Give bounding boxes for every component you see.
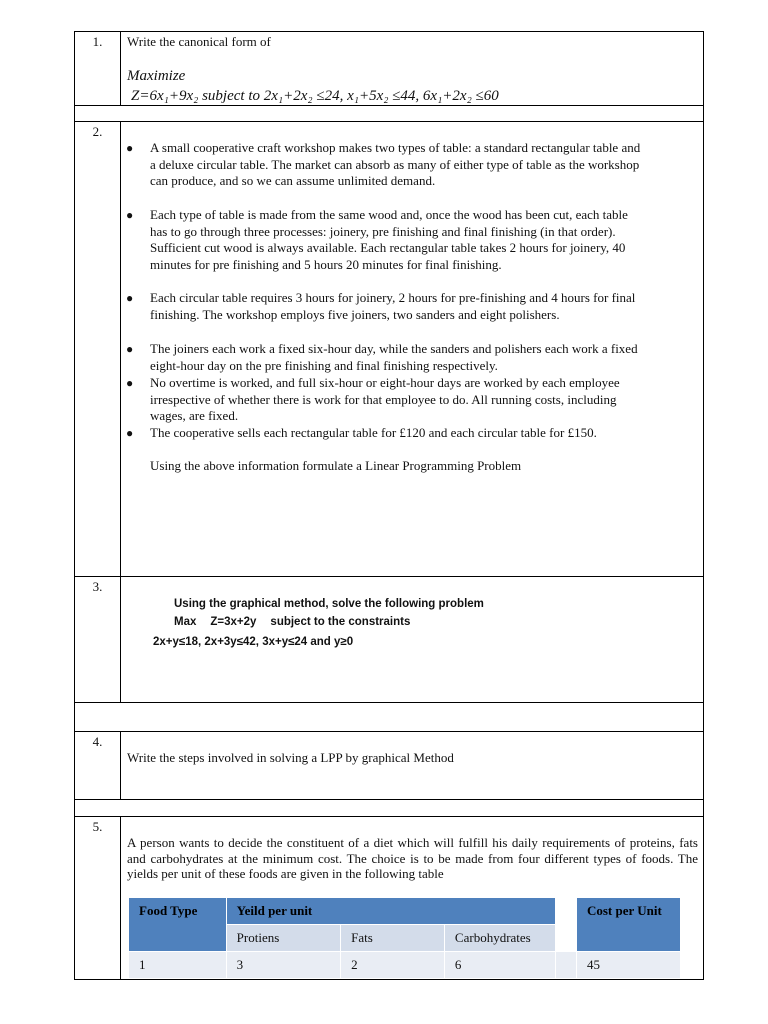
table-row	[129, 952, 681, 979]
spacer-row	[75, 800, 703, 817]
table-cell: 1	[129, 952, 227, 979]
question-text: Write the steps involved in solving a LPP by graphical Method	[127, 750, 454, 765]
constraints-label: subject to the constraints	[270, 616, 411, 628]
question-number: 4.	[75, 732, 121, 799]
bullet-icon: ●	[126, 376, 134, 390]
table-header-row	[129, 898, 681, 925]
header-yield: Yeild per unit	[226, 898, 555, 925]
table-cell: 45	[576, 952, 680, 979]
maximize-label: Maximize	[127, 68, 186, 84]
question-row-2	[75, 122, 703, 577]
bullet-icon: ●	[126, 208, 134, 222]
question-cell	[121, 732, 703, 799]
problem-heading: Using the graphical method, solve the following problem	[174, 598, 484, 610]
subheader-cell: Carbohydrates	[444, 925, 555, 952]
question-row-4	[75, 732, 703, 800]
table-cell: 2	[341, 952, 445, 979]
bullet-icon: ●	[126, 141, 134, 155]
bullet-item	[126, 207, 648, 273]
max-label: Max	[174, 616, 197, 628]
questions-table	[74, 31, 704, 980]
question-number: 5.	[75, 817, 121, 979]
header-cost: Cost per Unit	[576, 898, 680, 952]
bullet-icon: ●	[126, 426, 134, 440]
objective-line	[174, 613, 410, 631]
question-row-3	[75, 577, 703, 703]
closing-text: Using the above information formulate a Linear Programming Problem	[150, 458, 522, 473]
objective-expression: Z=6x₁+9x₂ subject to 2x₁+2x₂ ≤24, x₁+5x₂ ≤44, 6x₁+2x₂ ≤60	[131, 88, 499, 104]
subheader-cell: Fats	[341, 925, 445, 952]
bullet-text: Each circular table requires 3 hours for joinery, 2 hours for pre-finishing and 4 hours for final finishing. The workshop employs five joiners, two sanders and eight polishers.	[150, 290, 636, 322]
bullet-item	[126, 140, 648, 190]
question-row-5	[75, 817, 703, 980]
constraints-line: 2x+y≤18, 2x+3y≤42, 3x+y≤24 and y≥0	[153, 636, 354, 648]
header-food-type: Food Type	[129, 898, 227, 952]
bullet-item	[126, 425, 648, 442]
spacer-row	[75, 703, 703, 732]
bullet-icon: ●	[126, 342, 134, 356]
question-cell	[121, 577, 703, 702]
table-cell: 6	[444, 952, 555, 979]
table-cell: 3	[226, 952, 340, 979]
bullet-item	[126, 341, 648, 374]
bullet-item	[126, 375, 648, 425]
food-yield-table	[128, 897, 681, 979]
bullet-text: No overtime is worked, and full six-hour or eight-hour days are worked by each employee irrespective of whether there is work for that employee to do. All running costs, including wages, are fixed.	[150, 375, 620, 424]
subheader-cell: Protiens	[226, 925, 340, 952]
spacer-row	[75, 106, 703, 122]
question-number: 1.	[75, 32, 121, 105]
question-number: 2.	[75, 122, 121, 576]
bullet-icon: ●	[126, 291, 134, 305]
question-cell	[121, 32, 703, 105]
question-text: Write the canonical form of	[127, 34, 271, 49]
objective-function: Z=3x+2y	[210, 616, 257, 628]
bullet-text: The cooperative sells each rectangular table for £120 and each circular table for £150.	[150, 425, 597, 440]
bullet-text: Each type of table is made from the same wood and, once the wood has been cut, each table has to go through three processes: joinery, pre finishing and final finishing (in that order). Sufficient cut wood is always available. Each rectangular table takes 2 hours for joinery, 40 minutes for pre finishing and 5 hours 20 minutes for final finishing.	[150, 207, 628, 272]
question-row-1	[75, 32, 703, 106]
question-text: A person wants to decide the constituent of a diet which will fulfill his daily requirements of proteins, fats and carbohydrates at the minimum cost. The choice is to be made from four different types of foods. The yields per unit of these foods are given in the following table	[127, 835, 698, 881]
question-cell	[121, 817, 703, 979]
bullet-text: The joiners each work a fixed six-hour day, while the sanders and polishers each work a fixed eight-hour day on the pre finishing and final finishing respectively.	[150, 341, 638, 373]
bullet-text: A small cooperative craft workshop makes two types of table: a standard rectangular table and a deluxe circular table. The market can absorb as many of either type of table as the workshop can produce, and so we can assume unlimited demand.	[150, 140, 641, 189]
question-number: 3.	[75, 577, 121, 702]
question-cell	[121, 122, 703, 576]
bullet-item	[126, 290, 648, 323]
